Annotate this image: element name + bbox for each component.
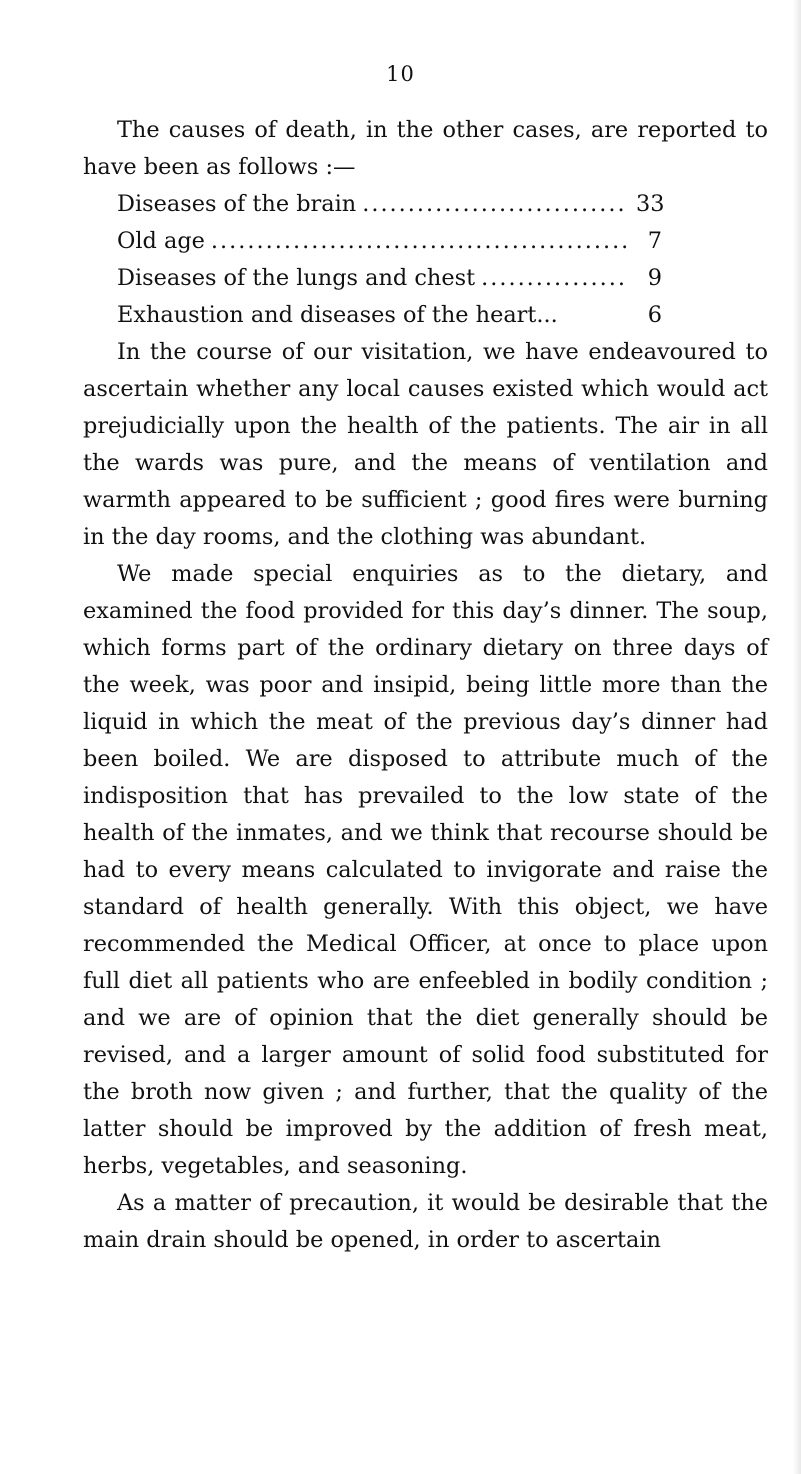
cause-count: 9 xyxy=(647,265,662,291)
page-number: 10 xyxy=(386,62,415,86)
body-paragraph: As a matter of precaution, it would be desirable that the main drain should be opened, in order to ascertain xyxy=(83,1190,768,1253)
page-edge-shadow xyxy=(793,0,801,1474)
dot-leader xyxy=(481,260,626,297)
cause-label: Exhaustion and diseases of the heart... xyxy=(117,302,558,328)
cause-count: 7 xyxy=(647,228,662,254)
cause-row-heart xyxy=(117,297,662,334)
cause-label: Diseases of the lungs and chest xyxy=(117,265,476,291)
dot-leader xyxy=(211,223,626,260)
page-body xyxy=(83,112,768,1259)
intro-paragraph: The causes of death, in the other cases, are reported to have been as follows :— xyxy=(83,117,768,180)
cause-label: Old age xyxy=(117,228,205,254)
body-paragraph: We made special enquiries as to the dietary, and examined the food provided for this day’s dinner. The soup, which forms part of the ordinary dietary on three days of the week, was poor and insipid, being little more than the liquid in which the meat of the previous day’s dinner had been boiled. We are disposed to attribute much of the indisposition that has prevailed to the low state of the health of the inmates, and we think that recourse should be had to every means calculated to invigorate and raise the standard of health generally. With this object, we have recommended the Medical Officer, at once to place upon full diet all patients who are enfeebled in bodily condition ; and we are of opinion that the diet generally should be revised, and a larger amount of solid food substituted for the broth now given ; and further, that the quality of the latter should be improved by the addition of fresh meat, herbs, vegetables, and seasoning. xyxy=(83,561,768,1179)
dot-leader xyxy=(362,186,626,223)
cause-count: 33 xyxy=(636,191,665,217)
cause-row-brain xyxy=(117,186,665,223)
body-paragraph: In the course of our visitation, we have endeavoured to ascertain whether any local causes existed which would act prejudicially upon the health of the patients. The air in all the wards was pure, and the means of ventilation and warmth appeared to be sufficient ; good fires were burning in the day rooms, and the clothing was abundant. xyxy=(83,339,768,550)
cause-row-old-age xyxy=(117,223,662,260)
cause-row-lungs xyxy=(117,260,662,297)
cause-label: Diseases of the brain xyxy=(117,191,357,217)
causes-of-death-list xyxy=(83,186,768,334)
cause-count: 6 xyxy=(647,302,662,328)
